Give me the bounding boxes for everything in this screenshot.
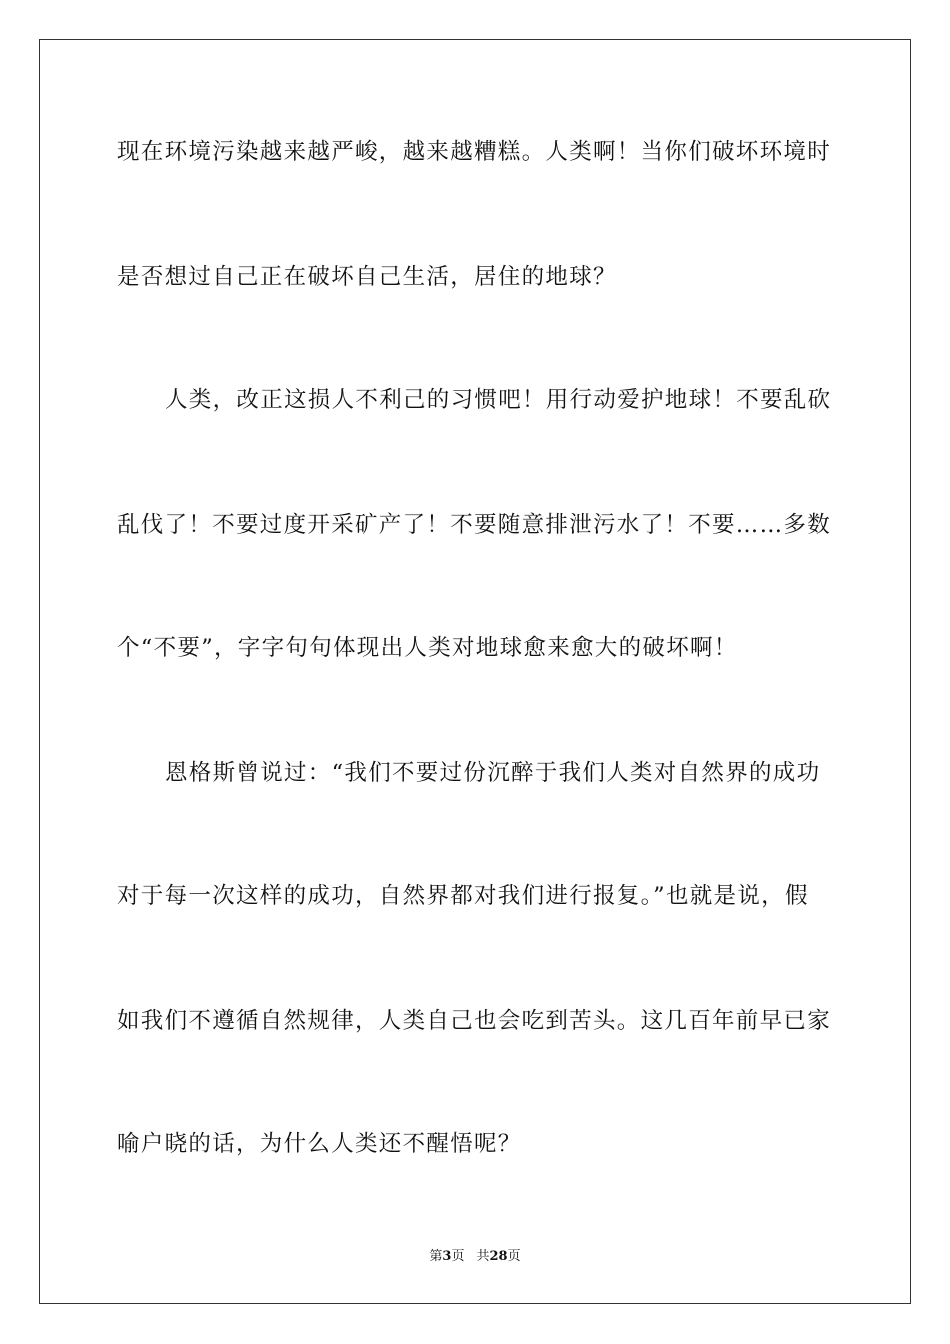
paragraph-line: 个“不要”，字字句句体现出人类对地球愈来愈大的破坏啊！ (117, 635, 738, 661)
page-number: 3 (442, 1249, 452, 1264)
total-pages: 28 (489, 1249, 508, 1264)
paragraph-line: 现在环境污染越来越严峻，越来越糟糕。人类啊！当你们破坏环境时 (117, 139, 832, 165)
paragraph-line: 是否想过自己正在破坏自己生活，居住的地球？ (117, 264, 617, 290)
total-prefix: 共 (476, 1249, 490, 1264)
paragraph-line: 如我们不遵循自然规律，人类自己也会吃到苦头。这几百年前早已家 (117, 1008, 832, 1034)
paragraph-line: 对于每一次这样的成功，自然界都对我们进行报复。”也就是说，假 (117, 883, 809, 909)
paragraph-line: 人类，改正这损人不利己的习惯吧！用行动爱护地球！不要乱砍 (165, 387, 832, 413)
page-prefix: 第 (429, 1249, 443, 1264)
paragraph-line: 喻户晓的话，为什么人类还不醒悟呢？ (117, 1131, 522, 1157)
total-suffix: 页 (507, 1249, 521, 1264)
paragraph-line: 恩格斯曾说过：“我们不要过份沉醉于我们人类对自然界的成功 (165, 760, 821, 786)
page-border (39, 39, 911, 1304)
paragraph-line: 乱伐了！不要过度开采矿产了！不要随意排泄污水了！不要……多数 (117, 512, 832, 538)
page-suffix: 页 (451, 1249, 465, 1264)
page-footer (0, 1248, 950, 1266)
